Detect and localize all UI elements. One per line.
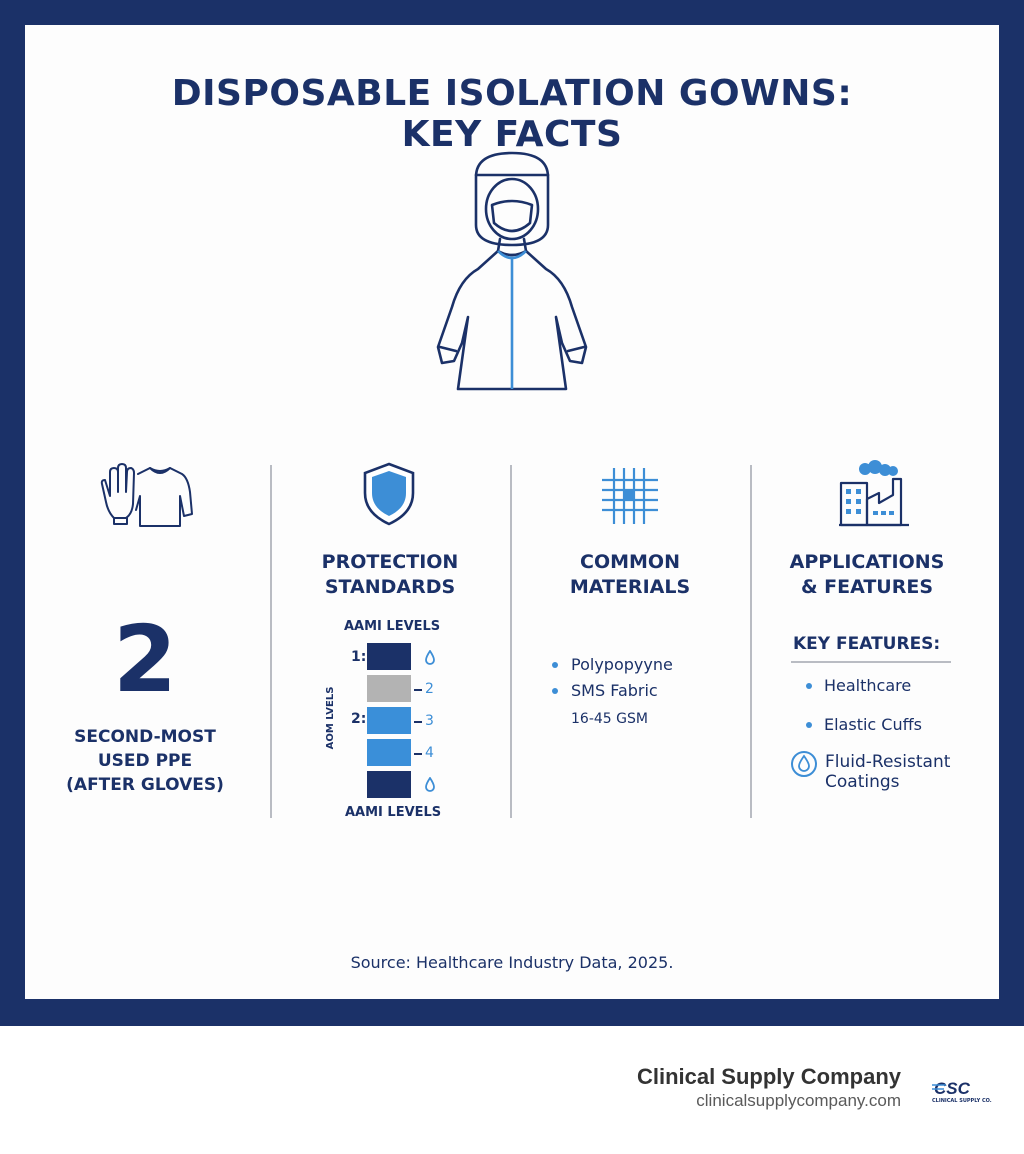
materials-title-line: COMMON [580,551,680,573]
bullet-icon [806,683,812,689]
source-note: Source: Healthcare Industry Data, 2025. [350,953,674,972]
column-divider [750,465,752,818]
csc-logo [932,1079,992,1097]
level-right-label: 3 [425,713,434,729]
page-title [25,73,999,155]
factory-icon [837,459,913,529]
level-tick [414,689,422,691]
materials-title [520,550,740,600]
level-bar-3 [367,707,411,734]
feature-item: Elastic Cuffs [824,715,922,734]
gloves-gown-icon [96,462,196,530]
aami-levels-footer: AAMI LEVELS [345,805,442,820]
stat-label-line: USED PPE [97,751,193,771]
level-bar-2 [367,675,411,702]
key-features-heading: KEY FEATURES: [793,634,941,654]
bullet-icon [552,688,558,694]
infographic-card [25,25,999,999]
level-right-label: 4 [425,745,434,761]
logo-lettering: CSC [934,1079,970,1097]
protection-title [280,550,500,600]
stat-label [55,725,235,797]
stat-number: 2 [112,606,177,713]
feature-item: Healthcare [824,676,912,695]
level-right-label: 2 [425,681,434,697]
level-left-label: 2: [351,711,367,727]
fluid-line: Coatings [825,772,900,792]
bullet-icon [552,662,558,668]
title-line-1: DISPOSABLE ISOLATION GOWNS: [171,73,853,114]
aami-levels-header: AAMI LEVELS [344,619,441,634]
droplet-icon [424,777,436,793]
level-tick [414,721,422,723]
gown-hero-icon [426,147,598,391]
material-weight: 16-45 GSM [571,711,648,727]
fluid-resistant-text [825,752,950,792]
bullet-icon [806,722,812,728]
key-features-underline [791,661,951,663]
company-name: Clinical Supply Company [636,1064,901,1089]
applications-title-line: APPLICATIONS [789,551,945,573]
company-url[interactable]: clinicalsupplycompany.com [696,1091,901,1110]
droplet-icon [424,650,436,666]
materials-title-line: MATERIALS [569,576,691,598]
level-left-label: 1: [351,649,367,665]
material-item: Polypopyyne [571,655,673,674]
protection-title-line: PROTECTION [321,551,459,573]
material-item: SMS Fabric [571,681,658,700]
level-tick [414,753,422,755]
fabric-grid-icon [600,466,660,526]
applications-title-line: & FEATURES [800,576,934,598]
level-bar-1 [367,643,411,670]
level-bar-4 [367,739,411,766]
shield-icon [361,461,417,527]
applications-title [757,550,977,600]
aami-side-label: AOM LVELS [325,686,336,750]
protection-title-line: STANDARDS [324,576,456,598]
fluid-line: Fluid-Resistant [825,752,951,772]
droplet-circle-icon [790,750,818,778]
logo-subtext: CLINICAL SUPPLY CO. [932,1098,992,1104]
column-divider [270,465,272,818]
title-line-2: KEY FACTS [401,114,623,155]
stat-label-line: SECOND-MOST [74,727,216,747]
level-bar-5 [367,771,411,798]
stat-label-line: (AFTER GLOVES) [66,775,224,795]
column-divider [510,465,512,818]
